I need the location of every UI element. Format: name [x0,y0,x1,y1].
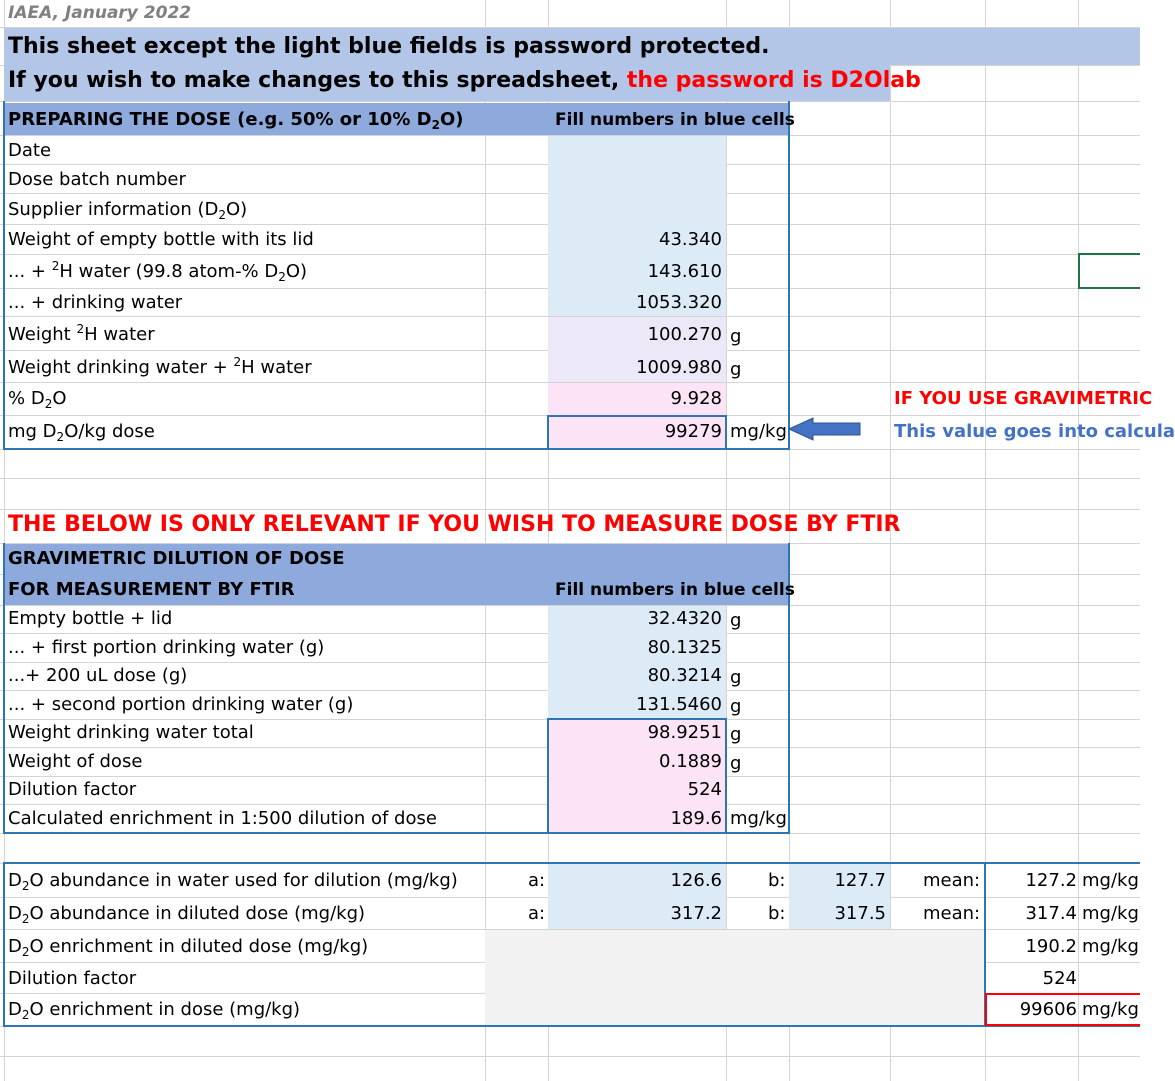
ftir-banner: THE BELOW IS ONLY RELEVANT IF YOU WISH TO MEASURE DOSE BY FTIR [8,512,901,537]
ftir-row-label: Weight of dose [8,751,143,772]
h2o-value[interactable]: 143.610 [647,261,722,282]
abundance-row1-mean-label: mean: [923,870,981,891]
password-text: the password is D2Olab [626,68,921,93]
password-intro: If you wish to make changes to this spreadsheet, [8,68,627,93]
ftir-title-1: GRAVIMETRIC DILUTION OF DOSE [8,548,345,569]
ftir-row-value[interactable]: 80.3214 [647,665,722,686]
ftir-row-unit: g [730,667,742,688]
abundance-row2-label: $D_2O$ abundance in diluted dose (mg/kg) [8,903,366,926]
abundance-row1-a-label: a: [528,870,546,891]
password-notice [8,70,921,92]
w2h-label: Weight $^2$H water [8,322,155,345]
w2h-unit: g [730,326,742,347]
pct-label: % $D_2O$ [8,388,67,411]
ftir-row-value: 524 [687,779,722,800]
abundance-row1-label: $D_2O$ abundance in water used for dilution (mg/kg) [8,870,458,893]
abundance-row2-a[interactable]: 317.2 [670,903,722,924]
ftir-row-label: ... + second portion drinking water (g) [8,694,354,715]
ftir-title-2: FOR MEASUREMENT BY FTIR [8,579,295,600]
ftir-row-label: Calculated enrichment in 1:500 dilution of dose [8,808,437,829]
ftir-row-unit: g [730,696,742,717]
abundance-row5-value: 99606 [1019,999,1077,1020]
left-arrow-icon [789,418,861,440]
abundance-row2-mean: 317.4 [1025,903,1077,924]
selected-cell[interactable] [1078,253,1140,289]
abundance-row4-value: 524 [1042,968,1077,989]
abundance-row1-b[interactable]: 127.7 [834,870,886,891]
protect-notice: This sheet except the light blue fields is password protected. [8,34,770,59]
abundance-row4-label: Dilution factor [8,968,137,989]
gravimetric-warning: IF YOU USE GRAVIMETRIC [894,388,1153,409]
abundance-row3-label: $D_2O$ enrichment in diluted dose (mg/kg) [8,936,369,959]
ftir-row-value[interactable]: 80.1325 [647,637,722,658]
mg-unit: mg/kg [730,421,787,442]
empty-bottle-label: Weight of empty bottle with its lid [8,229,314,250]
supplier-label: Supplier information $(D_2O)$ [8,199,248,222]
ftir-row-value[interactable]: 131.5460 [636,694,722,715]
ftir-row-label: Dilution factor [8,779,137,800]
abundance-row2-b[interactable]: 317.5 [834,903,886,924]
abundance-row1-b-label: b: [768,870,786,891]
mg-value: 99279 [664,421,722,442]
abundance-row5-label: $D_2O$ enrichment in dose (mg/kg) [8,999,301,1022]
value-goes-note: This value goes into calcula [894,421,1175,442]
pct-value: 9.928 [670,388,722,409]
abundance-row2-unit: mg/kg [1082,903,1139,924]
mg-label: mg $D_2O/kg$ dose [8,421,155,444]
ftir-row-unit: g [730,753,742,774]
abundance-row2-a-label: a: [528,903,546,924]
wdrink-unit: g [730,359,742,380]
ftir-row-value[interactable]: 32.4320 [647,608,722,629]
w2h-value: 100.270 [647,324,722,345]
ftir-row-unit: g [730,610,742,631]
h2o-label: ... + $^2$H water (99.8 atom-% $D_2O$) [8,259,308,284]
abundance-row1-a[interactable]: 126.6 [670,870,722,891]
ftir-row-unit: mg/kg [730,808,787,829]
abundance-row1-mean: 127.2 [1025,870,1077,891]
ftir-row-value: 0.1889 [659,751,722,772]
batch-label: Dose batch number [8,169,186,190]
abundance-row1-unit: mg/kg [1082,870,1139,891]
ftir-row-value: 98.9251 [647,722,722,743]
ftir-row-label: ... + first portion drinking water (g) [8,637,325,658]
ftir-row-label: ...+ 200 uL dose (g) [8,665,188,686]
ftir-fill-hint: Fill numbers in blue cells [555,580,795,600]
ftir-row-unit: g [730,724,742,745]
ftir-row-label: Weight drinking water total [8,722,254,743]
dose-fill-hint: Fill numbers in blue cells [555,110,795,130]
abundance-row3-unit: mg/kg [1082,936,1139,957]
abundance-row3-value: 190.2 [1025,936,1077,957]
abundance-row2-mean-label: mean: [923,903,981,924]
drinking-value[interactable]: 1053.320 [636,292,722,313]
wdrink-value: 1009.980 [636,357,722,378]
org-date: IAEA, January 2022 [8,3,192,23]
wdrink-label: Weight drinking water + $^2$H water [8,355,312,378]
drinking-label: ... + drinking water [8,292,183,313]
date-label: Date [8,140,52,161]
empty-bottle-value[interactable]: 43.340 [659,229,722,250]
dose-section-title: PREPARING THE DOSE (e.g. 50% or 10% $D_2O$) [8,109,464,132]
ftir-row-label: Empty bottle + lid [8,608,173,629]
abundance-row2-b-label: b: [768,903,786,924]
abundance-row5-unit: mg/kg [1082,999,1139,1020]
ftir-row-value: 189.6 [670,808,722,829]
